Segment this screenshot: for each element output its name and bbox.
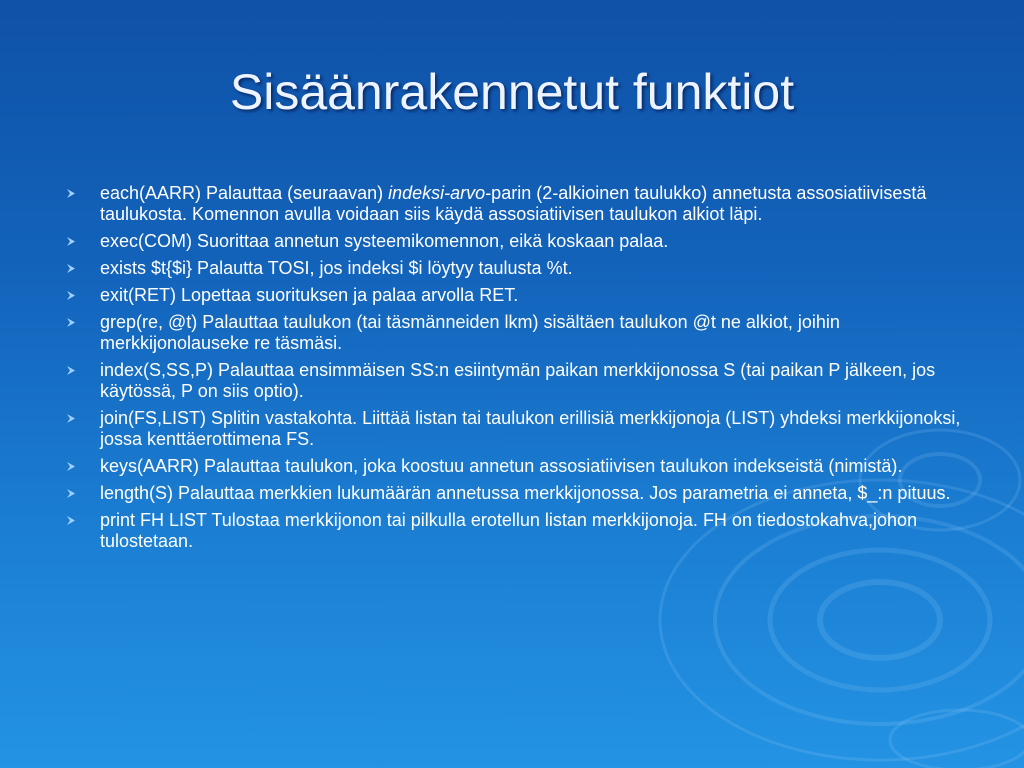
bullet-text: each(AARR) Palauttaa (seuraavan) indeksi-arvo-parin (2-alkioinen taulukko) annetusta assosiatiivisestä taulukosta. Komennon avulla voidaan siis käydä assosiatiivisen taulukon alkiot läpi. [100, 183, 927, 224]
list-item [62, 231, 974, 252]
arrowhead-bullet-icon [64, 285, 78, 306]
arrowhead-bullet-icon [64, 456, 78, 477]
slide-title: Sisäänrakennetut funktiot [229, 64, 795, 120]
bullet-list [62, 183, 974, 558]
bullet-text: print FH LIST Tulostaa merkkijonon tai pilkulla erotellun listan merkkijonoja. FH on tiedostokahva,johon tulostetaan. [100, 510, 918, 551]
arrowhead-bullet-icon [64, 312, 78, 333]
arrowhead-bullet-icon [64, 483, 78, 504]
list-item [62, 183, 974, 225]
bullet-text: index(S,SS,P) Palauttaa ensimmäisen SS:n esiintymän paikan merkkijonossa S (tai paikan P jälkeen, jos käytössä, P on siis optio). [100, 360, 936, 401]
bullet-text: keys(AARR) Palauttaa taulukon, joka koostuu annetun assosiatiivisen taulukon indekseistä (nimistä). [100, 456, 903, 476]
arrowhead-bullet-icon [64, 231, 78, 252]
bullet-text: exit(RET) Lopettaa suorituksen ja palaa arvolla RET. [100, 285, 519, 305]
list-item [62, 285, 974, 306]
arrowhead-bullet-icon [64, 360, 78, 381]
list-item [62, 483, 974, 504]
list-item [62, 456, 974, 477]
arrowhead-bullet-icon [64, 510, 78, 531]
list-item [62, 408, 974, 450]
arrowhead-bullet-icon [64, 408, 78, 429]
bullet-text: exists $t{$i} Palautta TOSI, jos indeksi $i löytyy taulusta %t. [100, 258, 573, 278]
list-item [62, 360, 974, 402]
arrowhead-bullet-icon [64, 183, 78, 204]
arrowhead-bullet-icon [64, 258, 78, 279]
list-item [62, 510, 974, 552]
list-item [62, 312, 974, 354]
bullet-text: join(FS,LIST) Splitin vastakohta. Liittää listan tai taulukon erillisiä merkkijonoja (LIST) yhdeksi merkkijonoksi, jossa kenttäerottimena FS. [100, 408, 961, 449]
bullet-text: grep(re, @t) Palauttaa taulukon (tai täsmänneiden lkm) sisältäen taulukon @t ne alkiot, joihin merkkijonolauseke re täsmäsi. [100, 312, 840, 353]
list-item [62, 258, 974, 279]
bullet-text: exec(COM) Suorittaa annetun systeemikomennon, eikä koskaan palaa. [100, 231, 669, 251]
bullet-text: length(S) Palauttaa merkkien lukumäärän annetussa merkkijonossa. Jos parametria ei anneta, $_:n pituus. [100, 483, 951, 503]
